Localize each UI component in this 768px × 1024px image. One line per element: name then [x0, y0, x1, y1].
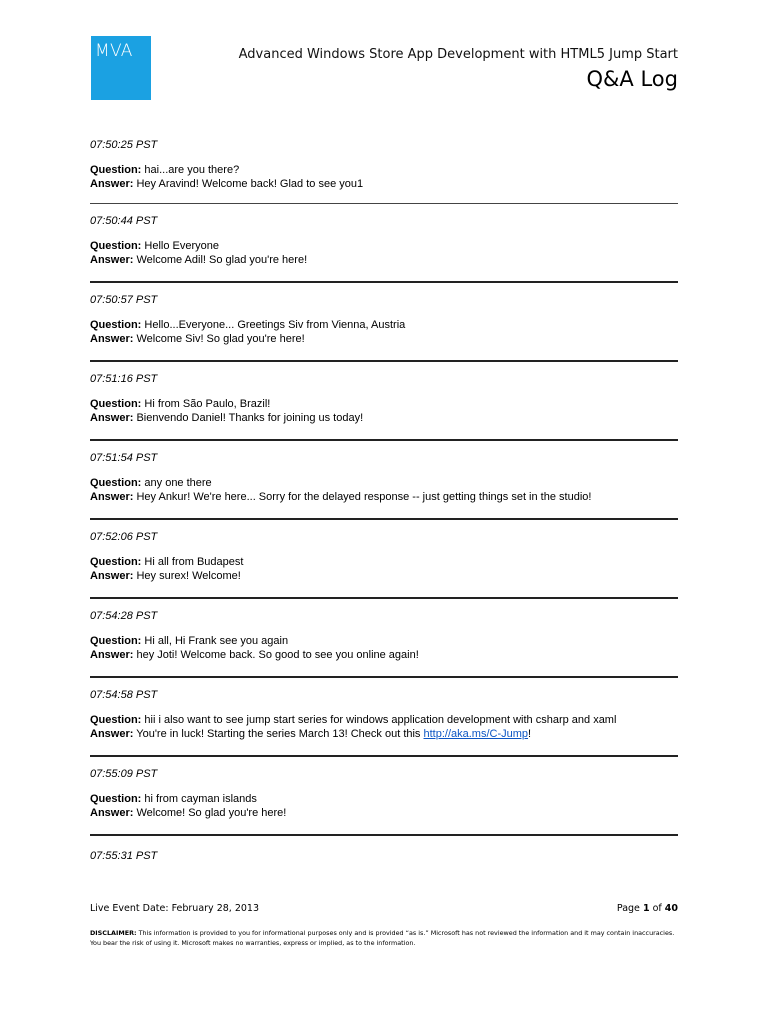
answer-label: Answer:	[90, 490, 134, 503]
qa-log	[90, 139, 678, 836]
answer-label: Answer:	[90, 332, 134, 345]
answer-line	[90, 412, 363, 426]
answer-line	[90, 728, 616, 742]
answer-line	[90, 807, 286, 821]
question-label: Question:	[90, 164, 142, 176]
entry-body	[90, 477, 591, 504]
total-pages: 40	[664, 903, 678, 914]
question-text: Hi all from Budapest	[144, 556, 244, 568]
question-text: Hi from São Paulo, Brazil!	[144, 398, 271, 410]
answer-label: Answer:	[90, 727, 134, 740]
entry-timestamp: 07:54:28 PST	[90, 610, 158, 622]
answer-line	[90, 333, 405, 347]
qa-entry	[90, 599, 678, 678]
qa-entry	[90, 362, 678, 441]
question-label: Question:	[90, 398, 142, 410]
disclaimer-label: DISCLAIMER:	[90, 929, 137, 937]
question-line	[90, 398, 363, 412]
entry-body	[90, 398, 363, 425]
answer-text: hey Joti! Welcome back. So good to see you online again!	[136, 648, 419, 661]
entry-timestamp: 07:50:57 PST	[90, 294, 158, 306]
qa-entry	[90, 204, 678, 283]
entry-timestamp: 07:50:44 PST	[90, 215, 158, 227]
answer-text: Bienvendo Daniel! Thanks for joining us today!	[136, 411, 364, 424]
answer-label: Answer:	[90, 648, 134, 661]
entry-timestamp: 07:51:54 PST	[90, 452, 158, 464]
disclaimer-text: This information is provided to you for informational purposes only and is provided “as is.” Microsoft has not reviewed the information and it may contain inaccuracies. You bear the risk of using it. Microsoft makes no warranties, express or implied, as to the information.	[90, 929, 675, 947]
qa-entry	[90, 283, 678, 362]
entry-timestamp: 07:51:16 PST	[90, 373, 158, 385]
mva-logo: MVA	[91, 36, 151, 100]
question-text: Hello Everyone	[144, 240, 219, 252]
qa-entry	[90, 520, 678, 599]
question-label: Question:	[90, 240, 142, 252]
entry-body	[90, 240, 307, 267]
answer-text: Welcome! So glad you're here!	[136, 806, 287, 819]
answer-label: Answer:	[90, 253, 134, 266]
answer-line	[90, 570, 243, 584]
entry-timestamp: 07:55:31 PST	[90, 850, 158, 862]
answer-line	[90, 254, 307, 268]
question-text: Hello...Everyone... Greetings Siv from Vienna, Austria	[144, 319, 406, 331]
entry-timestamp: 07:52:06 PST	[90, 531, 158, 543]
answer-line	[90, 178, 363, 192]
question-line	[90, 635, 419, 649]
question-label: Question:	[90, 635, 142, 647]
qa-entry	[90, 139, 678, 204]
entry-timestamp: 07:54:58 PST	[90, 689, 158, 701]
answer-line	[90, 491, 591, 505]
answer-text: Hey surex! Welcome!	[136, 569, 241, 582]
document-subtitle: Advanced Windows Store App Development with HTML5 Jump Start	[238, 47, 678, 62]
question-text: any one there	[144, 477, 212, 489]
entry-timestamp: 07:55:09 PST	[90, 768, 158, 780]
page-of: of	[649, 903, 665, 914]
question-text: hi from cayman islands	[144, 793, 257, 805]
page-number	[617, 903, 678, 914]
answer-line	[90, 649, 419, 663]
question-text: Hi all, Hi Frank see you again	[144, 635, 289, 647]
answer-text: Hey Ankur! We're here... Sorry for the delayed response -- just getting things set in the studio!	[136, 490, 592, 503]
question-label: Question:	[90, 714, 142, 726]
question-label: Question:	[90, 319, 142, 331]
question-line	[90, 240, 307, 254]
entry-body	[90, 793, 286, 820]
event-date: Live Event Date: February 28, 2013	[90, 903, 260, 914]
answer-label: Answer:	[90, 411, 134, 424]
page-label: Page	[616, 903, 643, 914]
document-title: Q&A Log	[586, 67, 678, 91]
c-jump-link[interactable]: http://aka.ms/C-Jump	[423, 727, 529, 740]
question-line	[90, 477, 591, 491]
disclaimer	[90, 928, 680, 948]
answer-text: Welcome Siv! So glad you're here!	[136, 332, 305, 345]
qa-entry	[90, 441, 678, 520]
entry-body	[90, 556, 243, 583]
current-page: 1	[642, 903, 650, 914]
question-label: Question:	[90, 793, 142, 805]
answer-text: You're in luck! Starting the series March 13! Check out this	[136, 727, 424, 740]
entry-body	[90, 164, 363, 191]
qa-entry	[90, 678, 678, 757]
question-text: hii i also want to see jump start series for windows application development with csharp and xaml	[144, 714, 617, 726]
question-line	[90, 556, 243, 570]
entry-timestamp: 07:50:25 PST	[90, 139, 158, 151]
question-label: Question:	[90, 477, 142, 489]
answer-label: Answer:	[90, 806, 134, 819]
entry-body	[90, 319, 405, 346]
answer-text: Hey Aravind! Welcome back! Glad to see you1	[136, 177, 364, 190]
question-line	[90, 714, 616, 728]
answer-label: Answer:	[90, 569, 134, 582]
answer-text-end: !	[528, 727, 532, 740]
entry-body	[90, 714, 616, 741]
question-text: hai...are you there?	[144, 164, 240, 176]
answer-label: Answer:	[90, 177, 134, 190]
question-line	[90, 164, 363, 178]
answer-text: Welcome Adil! So glad you're here!	[136, 253, 308, 266]
qa-entry	[90, 757, 678, 836]
question-line	[90, 319, 405, 333]
question-line	[90, 793, 286, 807]
question-label: Question:	[90, 556, 142, 568]
entry-body	[90, 635, 419, 662]
